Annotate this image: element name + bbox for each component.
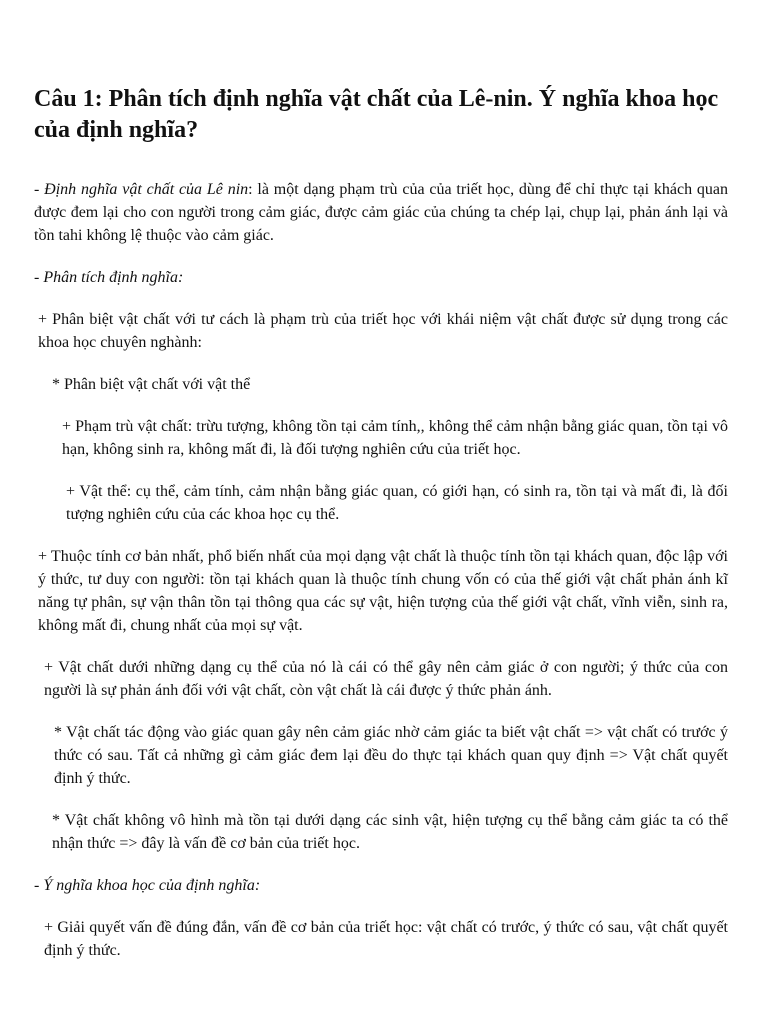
significance-paragraph: + Giải quyết vấn đề đúng đắn, vấn đề cơ bản của triết học: vật chất có trước, ý thức có sau, vật chất quyết định ý thức. <box>44 919 728 959</box>
object-paragraph: + Vật thể: cụ thể, cảm tính, cảm nhận bằng giác quan, có giới hạn, có sinh ra, tồn tại và mất đi, là đối tượng nghiên cứu của các khoa học cụ thể. <box>66 483 728 523</box>
distinction-paragraph: + Phân biệt vật chất với tư cách là phạm trù của triết học với khái niệm vật chất được sử dụng trong các khoa học chuyên nghành: <box>38 311 728 351</box>
basic-attribute-paragraph: + Thuộc tính cơ bản nhất, phổ biến nhất của mọi dạng vật chất là thuộc tính tồn tại khách quan, độc lập với ý thức, tư duy con người: tồn tại khách quan là thuộc tính chung vốn có của thế giới vật chất phản ánh kĩ năng tự phân, sự vận thân tồn tại thông qua các sự vật, hiện tượng của thế giới vật chất, vĩnh viễn, sinh ra, không mất đi, chung nhất của mọi sự vật. <box>38 548 728 634</box>
question-title: Câu 1: Phân tích định nghĩa vật chất của Lê-nin. Ý nghĩa khoa học của định nghĩa? <box>34 86 719 143</box>
definition-lead: - Định nghĩa vật chất của Lê nin <box>34 181 249 198</box>
matter-first-paragraph: * Vật chất tác động vào giác quan gây nên cảm giác nhờ cảm giác ta biết vật chất => vật chất có trước ý thức có sau. Tất cả những gì cảm giác đem lại đều do thực tại khách quan quy định => Vật chất quyết định ý thức. <box>54 724 728 787</box>
matter-cognition-paragraph: * Vật chất không vô hình mà tồn tại dưới dạng các sinh vật, hiện tượng cụ thể bằng cảm giác ta có thể nhận thức => đây là vấn đề cơ bản của triết học. <box>52 812 728 852</box>
significance-heading: - Ý nghĩa khoa học của định nghĩa: <box>34 877 261 894</box>
matter-category-paragraph: + Phạm trù vật chất: trừu tượng, không tồn tại cảm tính,, không thể cảm nhận bằng giác quan, tồn tại vô hạn, không sinh ra, không mất đi, là đối tượng nghiên cứu của triết học. <box>62 418 728 458</box>
sensation-paragraph: + Vật chất dưới những dạng cụ thể của nó là cái có thể gây nên cảm giác ở con người; ý thức của con người là sự phản ánh đối với vật chất, còn vật chất là cái được ý thức phản ánh. <box>44 659 728 699</box>
analysis-heading: - Phân tích định nghĩa: <box>34 269 184 286</box>
definition-paragraph <box>34 178 728 247</box>
definition-text: : là một dạng phạm trù của của triết học, dùng để chỉ thực tại khách quan được đem lại cho con người trong cảm giác, được cảm giác của chúng ta chép lại, chụp lại, phản ánh lại và tồn tahi không lệ thuộc vào cảm giác. <box>34 181 728 244</box>
matter-vs-object-heading: * Phân biệt vật chất với vật thể <box>52 376 251 393</box>
